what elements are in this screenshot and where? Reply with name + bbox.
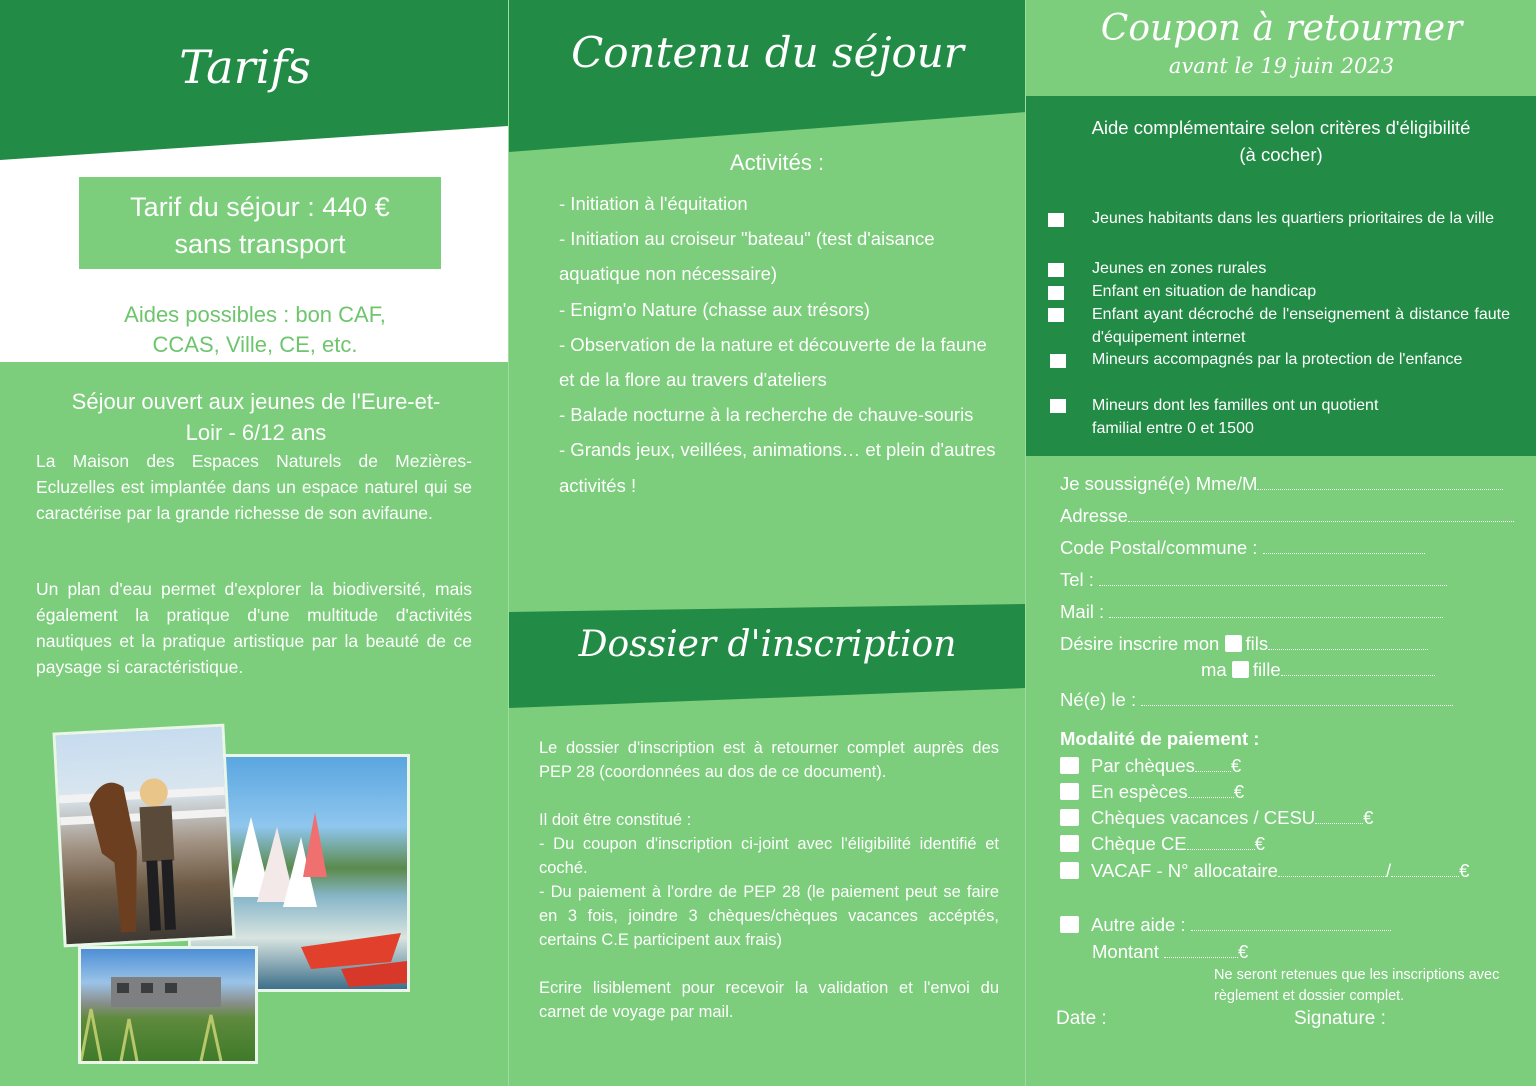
tel-label: Tel :: [1060, 569, 1094, 590]
euro-sign: €: [1459, 860, 1470, 881]
sejour-line-1: Séjour ouvert aux jeunes de l'Eure-et-: [71, 389, 441, 414]
eligibility-checkbox[interactable]: [1050, 399, 1066, 413]
euro-sign: €: [1254, 833, 1265, 854]
price-box: [79, 177, 441, 269]
description-paragraph-2: Un plan d'eau permet d'explorer la biodiversité, mais également la pratique d'une multitude d'activités nautiques et la pratique artistique par la beauté de ce paysage si caractéristique.: [36, 579, 472, 677]
euro-sign: €: [1233, 781, 1244, 802]
eligibility-checkbox[interactable]: [1048, 263, 1064, 277]
aides-line-2: CCAS, Ville, CE, etc.: [152, 332, 358, 357]
fille-dots: [1281, 660, 1435, 676]
payment-label: Chèques vacances / CESU: [1091, 807, 1316, 828]
ne-le-label: Né(e) le :: [1060, 689, 1137, 710]
eligibility-title-line-2: (à cocher): [1239, 144, 1323, 165]
activities-heading: Activités :: [729, 150, 825, 175]
fille-row: [1201, 658, 1435, 682]
payment-label: Par chèques: [1091, 755, 1195, 776]
soussigne-dots: [1257, 474, 1503, 490]
eligibility-item: Mineurs accompagnés par la protection de l'enfance: [1092, 351, 1463, 368]
fils-dots: [1268, 634, 1428, 650]
ma-label: ma: [1201, 659, 1227, 680]
coupon-column: [1025, 0, 1536, 1086]
soussigne-field[interactable]: [1060, 472, 1503, 496]
code-postal-field[interactable]: [1060, 536, 1425, 560]
dossier-paragraph-3: Ecrire lisiblement pour recevoir la validation et l'envoi du carnet de voyage par mail.: [539, 979, 999, 1021]
payment-dots: [1195, 756, 1231, 772]
desire-row: [1060, 632, 1428, 656]
activity-item: - Enigm'o Nature (chasse aux trésors): [559, 298, 870, 320]
tarifs-column: [0, 0, 508, 1086]
fils-label: fils: [1245, 633, 1269, 654]
payment-checkbox[interactable]: [1060, 809, 1079, 826]
eligibility-title-line-1: Aide complémentaire selon critères d'éligibilité: [1091, 117, 1471, 138]
eligibility-item: Mineurs dont les familles ont un quotient familial entre 0 et 1500: [1092, 397, 1379, 437]
tarifs-title: Tarifs: [179, 40, 311, 94]
activity-item: - Balade nocturne à la recherche de chauve-souris: [559, 404, 974, 426]
payment-checkbox[interactable]: [1060, 862, 1079, 879]
payment-row: [1060, 806, 1373, 830]
payment-checkbox[interactable]: [1060, 783, 1079, 800]
adresse-dots: [1128, 506, 1514, 522]
signature-label: Signature :: [1294, 1008, 1386, 1029]
payment-dots: [1278, 861, 1386, 877]
payment-row: [1060, 859, 1469, 883]
coupon-title: Coupon à retourner: [1100, 8, 1463, 49]
coupon-subtitle: avant le 19 juin 2023: [1168, 54, 1395, 78]
autre-aide-label: Autre aide :: [1091, 914, 1186, 935]
autre-aide-dots: [1191, 915, 1391, 931]
dossier-paragraph-2: [539, 808, 999, 952]
payment-row: [1060, 754, 1241, 778]
building-photo: [78, 946, 258, 1064]
eligibility-item: Enfant en situation de handicap: [1092, 283, 1317, 300]
price-line-1: Tarif du séjour : 440 €: [130, 192, 390, 222]
montant-row: [1092, 940, 1248, 964]
payment-dots: [1391, 861, 1459, 877]
dossier-paragraph-1: Le dossier d'inscription est à retourner complet auprès des PEP 28 (coordonnées au dos de ce document).: [539, 739, 999, 781]
euro-sign: €: [1230, 755, 1242, 776]
price-line-2: sans transport: [174, 229, 346, 259]
payment-label: En espèces: [1091, 781, 1188, 802]
payment-label: VACAF - N° allocataire: [1091, 860, 1278, 881]
ne-le-dots: [1141, 690, 1453, 706]
mail-dots: [1109, 602, 1443, 618]
payment-row: [1060, 780, 1244, 804]
sejour-heading: [36, 386, 476, 448]
adresse-field[interactable]: [1060, 504, 1514, 528]
tel-dots: [1099, 570, 1447, 586]
eligibility-checkbox[interactable]: [1048, 213, 1064, 227]
fille-label: fille: [1252, 659, 1281, 680]
tel-field[interactable]: [1060, 568, 1447, 592]
dossier-intro: Il doit être constitué :: [539, 811, 692, 829]
payment-row: [1060, 832, 1265, 856]
inscription-note: Ne seront retenues que les inscriptions avec règlement et dossier complet.: [1214, 967, 1500, 1004]
activity-item: - Observation de la nature et découverte de la faune et de la flore au travers d'ateliers: [559, 333, 987, 391]
eligibility-item: Enfant ayant décroché de l'enseignement à distance faute d'équipement internet: [1092, 306, 1510, 346]
activity-item: - Initiation à l'équitation: [559, 193, 748, 214]
eligibility-title: [1040, 114, 1522, 168]
eligibility-checkbox[interactable]: [1048, 286, 1064, 300]
fille-checkbox[interactable]: [1232, 661, 1249, 678]
eligibility-checkbox[interactable]: [1050, 354, 1066, 368]
slash: /: [1385, 860, 1392, 881]
payment-dots: [1187, 834, 1255, 850]
description-paragraph-1: La Maison des Espaces Naturels de Mezières-Ecluzelles est implantée dans un espace naturel qui se caractérise par la grande richesse de son avifaune.: [36, 451, 472, 523]
contenu-header-band: [509, 0, 1025, 160]
desire-label: Désire inscrire mon: [1060, 633, 1220, 654]
fils-checkbox[interactable]: [1225, 635, 1242, 652]
soussigne-label: Je soussigné(e) Mme/M: [1060, 473, 1258, 494]
contenu-title: Contenu du séjour: [571, 28, 964, 77]
activities-list: [559, 186, 999, 503]
aides-line-1: Aides possibles : bon CAF,: [124, 302, 386, 327]
ne-le-field[interactable]: [1060, 688, 1453, 712]
euro-sign: €: [1363, 807, 1374, 828]
sejour-line-2: Loir - 6/12 ans: [185, 420, 327, 445]
euro-sign: €: [1238, 941, 1249, 962]
payment-checkbox[interactable]: [1060, 757, 1079, 774]
payment-checkbox[interactable]: [1060, 835, 1079, 852]
eligibility-item: Jeunes habitants dans les quartiers prioritaires de la ville: [1092, 210, 1494, 227]
dossier-item-2: - Du paiement à l'ordre de PEP 28 (le paiement peut se faire en 3 fois, joindre 3 chèques/chèques vacances accéptés, certains C.E participent aux frais): [539, 883, 999, 949]
payment-dots: [1188, 782, 1234, 798]
dossier-title: Dossier d'inscription: [578, 624, 957, 665]
mail-field[interactable]: [1060, 600, 1443, 624]
autre-aide-row: [1060, 913, 1391, 937]
horse-illustration: [56, 727, 233, 944]
eligibility-checkbox[interactable]: [1048, 308, 1064, 322]
building-illustration: [81, 949, 255, 1061]
autre-aide-checkbox[interactable]: [1060, 916, 1079, 933]
montant-dots: [1164, 942, 1238, 958]
payment-title: Modalité de paiement :: [1060, 728, 1260, 749]
activity-item: - Grands jeux, veillées, animations… et plein d'autres activités !: [559, 439, 996, 496]
eligibility-box: [1026, 96, 1536, 456]
payment-dots: [1315, 808, 1363, 824]
aides-text: [40, 300, 470, 360]
mail-label: Mail :: [1060, 601, 1105, 622]
contenu-column: [508, 0, 1025, 1086]
eligibility-item: Jeunes en zones rurales: [1092, 260, 1267, 277]
dossier-item-1: - Du coupon d'inscription ci-joint avec l'éligibilité identifié et coché.: [539, 835, 999, 877]
activity-item: - Initiation au croiseur "bateau" (test d'aisance aquatique non nécessaire): [559, 228, 935, 285]
date-label: Date :: [1056, 1008, 1107, 1029]
code-postal-label: Code Postal/commune :: [1060, 537, 1258, 558]
payment-label: Chèque CE: [1091, 833, 1187, 854]
montant-label: Montant: [1092, 941, 1159, 962]
horse-photo: [52, 724, 235, 948]
code-postal-dots: [1263, 538, 1425, 554]
adresse-label: Adresse: [1060, 505, 1128, 526]
